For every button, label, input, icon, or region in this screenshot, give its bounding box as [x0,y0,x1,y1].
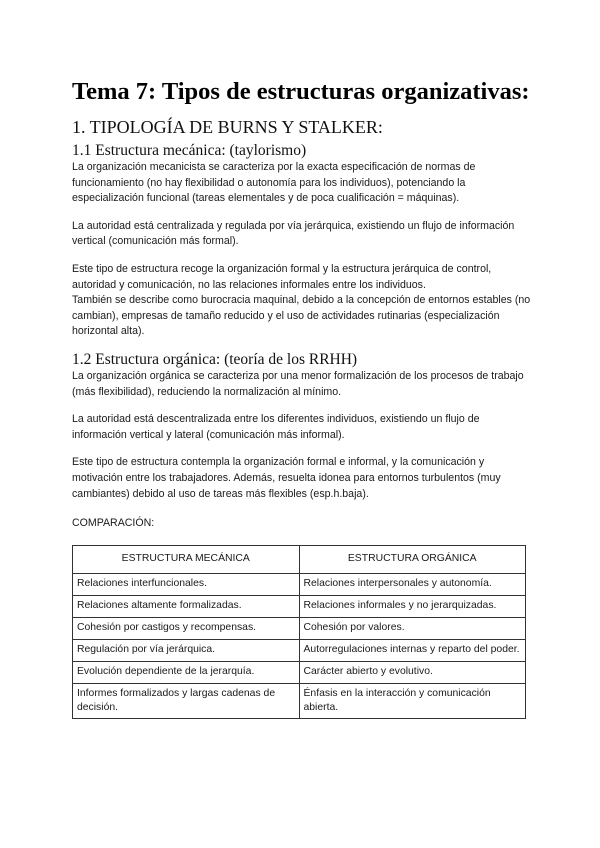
subsection-heading-mechanical: 1.1 Estructura mecánica: (taylorismo) [72,142,307,159]
table-cell-mechanical: Regulación por vía jerárquica. [73,639,300,661]
table-row [73,683,526,718]
table-cell-mechanical: Informes formalizados y largas cadenas de decisión. [73,683,300,718]
comparison-table [72,545,526,719]
section-heading-typology: 1. TIPOLOGÍA DE BURNS Y STALKER: [72,117,383,137]
table-cell-mechanical: Relaciones altamente formalizadas. [73,595,300,617]
table-cell-organic: Énfasis en la interacción y comunicación abierta. [299,683,526,718]
table-cell-mechanical: Cohesión por castigos y recompensas. [73,617,300,639]
table-header-row [73,545,526,573]
paragraph-mechanical-3: Este tipo de estructura recoge la organización formal y la estructura jerárquica de control, autoridad y comunicación, no las relaciones informales entre los individuos. [72,262,492,291]
paragraph-organic-3: Este tipo de estructura contempla la organización formal e informal, y la comunicación y motivación entre los trabajadores. Además, resuelta idonea para entornos turbulentos (muy cambiantes) debido al uso de tareas más flexibles (esp.h.baja). [72,456,501,500]
paragraph-organic-2: La autoridad está descentralizada entre los diferentes individuos, existiendo un flujo de información vertical y lateral (comunicación más informal). [72,413,480,441]
table-cell-organic: Autorregulaciones internas y reparto del poder. [299,639,526,661]
comparison-label: COMPARACIÓN: [72,517,155,530]
table-cell-organic: Relaciones interpersonales y autonomía. [299,573,526,595]
table-cell-organic: Relaciones informales y no jerarquizadas. [299,595,526,617]
table-cell-mechanical: Relaciones interfuncionales. [73,573,300,595]
table-row [73,595,526,617]
table-cell-organic: Cohesión por valores. [299,617,526,639]
table-row [73,661,526,683]
page-title: Tema 7: Tipos de estructuras organizativas: [72,78,530,105]
table-row [73,639,526,661]
paragraph-mechanical-1: La organización mecanicista se caracteriza por la exacta especificación de normas de funcionamiento (no hay flexibilidad o autonomía para los individuos), potenciando la especialización funcional (tareas elementales y de poca cualificación = máquinas). [72,161,476,205]
document-body [72,76,532,719]
subsection-heading-organic: 1.2 Estructura orgánica: (teoría de los RRHH) [72,350,358,368]
column-header-mechanical: ESTRUCTURA MECÁNICA [73,545,300,573]
table-row [73,617,526,639]
table-row [73,573,526,595]
paragraph-mechanical-2: La autoridad está centralizada y regulada por vía jerárquica, existiendo un flujo de información vertical (comunicación más formal). [72,219,515,248]
paragraph-mechanical-4: También se describe como burocracia maquinal, debido a la concepción de entornos estables (no cambian), empresas de tamaño reducido y el uso de actividades rutinarias (especialización horizontal alta). [72,294,531,338]
column-header-organic: ESTRUCTURA ORGÁNICA [299,545,526,573]
paragraph-organic-1: La organización orgánica se caracteriza por una menor formalización de los procesos de trabajo (más flexibilidad), reduciendo la normalización al mínimo. [72,369,524,398]
table-cell-organic: Carácter abierto y evolutivo. [299,661,526,683]
table-cell-mechanical: Evolución dependiente de la jerarquía. [73,661,300,683]
